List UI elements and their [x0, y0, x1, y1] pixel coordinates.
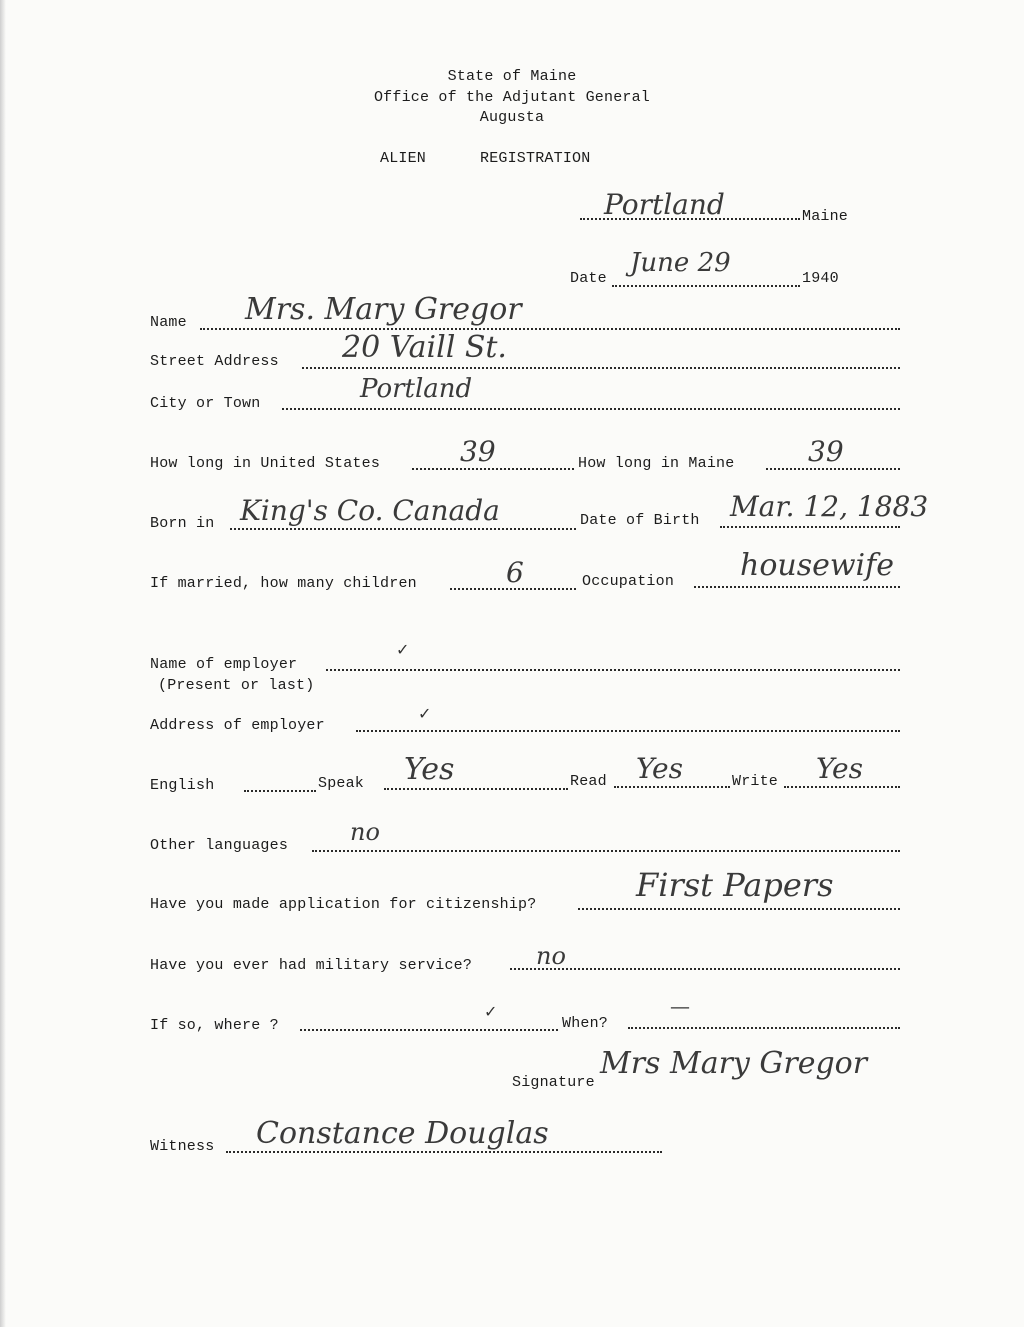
read-dots — [614, 786, 730, 788]
name-label: Name — [150, 314, 187, 331]
speak-label: Speak — [318, 775, 365, 792]
military-value: no — [536, 942, 566, 970]
dob-dots — [720, 526, 900, 528]
employer-label: Name of employer — [150, 656, 298, 673]
write-dots — [784, 786, 900, 788]
date-label: Date — [570, 270, 607, 287]
children-value: 6 — [506, 556, 524, 589]
other-languages-value: no — [350, 818, 380, 846]
english-label: English — [150, 777, 215, 794]
employer-address-dots — [356, 730, 900, 732]
speak-dots — [384, 788, 568, 790]
children-label: If married, how many children — [150, 575, 417, 592]
born-label: Born in — [150, 515, 215, 532]
citizenship-dots — [578, 908, 900, 910]
paper-edge — [0, 0, 6, 1327]
employer-sublabel: (Present or last) — [158, 677, 315, 694]
employer-dots — [326, 669, 900, 671]
read-value: Yes — [636, 752, 683, 785]
when-label: When? — [562, 1015, 609, 1032]
name-dots — [200, 328, 900, 330]
place-value: Portland — [604, 188, 725, 221]
city-value: Portland — [360, 374, 473, 404]
street-label: Street Address — [150, 353, 279, 370]
occupation-label: Occupation — [582, 573, 675, 590]
employer-address-value: ✓ — [418, 704, 432, 723]
citizenship-value: First Papers — [636, 866, 834, 904]
us-years-value: 39 — [460, 435, 496, 468]
citizenship-label: Have you made application for citizenship? — [150, 896, 537, 913]
where-label: If so, where ? — [150, 1017, 279, 1034]
write-value: Yes — [816, 752, 863, 785]
employer-value: ✓ — [396, 640, 410, 659]
when-value: — — [670, 994, 690, 1018]
street-dots — [302, 367, 900, 369]
date-dots — [612, 285, 800, 287]
header-city: Augusta — [479, 109, 545, 126]
other-languages-label: Other languages — [150, 837, 289, 854]
witness-dots — [226, 1151, 662, 1153]
occupation-dots — [694, 586, 900, 588]
witness-label: Witness — [150, 1138, 215, 1155]
us-years-label: How long in United States — [150, 455, 381, 472]
born-value: King's Co. Canada — [240, 494, 500, 527]
other-languages-dots — [312, 850, 900, 852]
place-suffix: Maine — [802, 208, 849, 225]
us-years-dots — [412, 468, 574, 470]
born-dots — [230, 528, 576, 530]
witness-value: Constance Douglas — [256, 1116, 549, 1151]
military-label: Have you ever had military service? — [150, 957, 473, 974]
date-value: June 29 — [630, 248, 731, 278]
dob-value: Mar. 12, 1883 — [730, 490, 929, 523]
military-dots — [510, 968, 900, 970]
where-dots — [300, 1029, 558, 1031]
read-label: Read — [570, 773, 607, 790]
speak-value: Yes — [404, 752, 455, 787]
date-year: 1940 — [802, 270, 839, 287]
maine-years-dots — [766, 468, 900, 470]
name-value: Mrs. Mary Gregor — [245, 292, 522, 327]
employer-address-label: Address of employer — [150, 717, 325, 734]
signature-label: Signature — [512, 1074, 595, 1091]
header-office: Office of the Adjutant General — [373, 89, 651, 106]
title-alien: ALIEN — [380, 150, 427, 167]
title-registration: REGISTRATION — [480, 150, 591, 167]
signature-value: Mrs Mary Gregor — [600, 1046, 868, 1081]
english-dots — [244, 790, 316, 792]
maine-years-value: 39 — [808, 435, 844, 468]
city-dots — [282, 408, 900, 410]
maine-years-label: How long in Maine — [578, 455, 735, 472]
when-dots — [628, 1027, 900, 1029]
street-value: 20 Vaill St. — [342, 330, 507, 365]
occupation-value: housewife — [740, 548, 894, 583]
dob-label: Date of Birth — [580, 512, 700, 529]
city-label: City or Town — [150, 395, 261, 412]
where-value: ✓ — [484, 1002, 498, 1021]
header-state: State of Maine — [447, 68, 577, 85]
write-label: Write — [732, 773, 779, 790]
